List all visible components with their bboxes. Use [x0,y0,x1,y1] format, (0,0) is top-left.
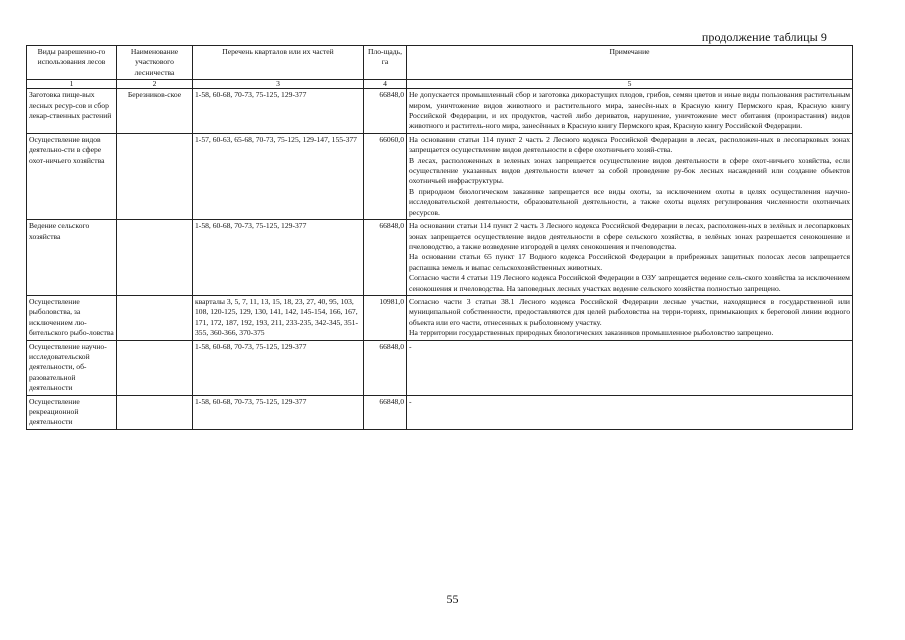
column-header-note: Примечание [407,46,853,80]
cell-note [407,133,853,219]
cell-forestry [117,133,193,219]
cell-use-type: Заготовка пище-вых лесных ресур-сов и сбор лекар-ственных растений [27,89,117,134]
table-row [27,220,853,296]
table-row [27,340,853,395]
cell-note [407,395,853,429]
page-number: 55 [446,592,459,606]
cell-note [407,295,853,340]
cell-note [407,340,853,395]
column-header-quarters: Перечень кварталов или их частей [193,46,364,80]
table-row [27,133,853,219]
note-paragraph: Не допускается промышленный сбор и заготовка дикорастущих плодов, грибов, семян цветов и иные виды пользования растительным миром, уничтожение видов животного и растительного мира, занесён-ных в Красную книгу Пермского края, Красную книгу Российской Федерации, и их продуктов, частей либо дериватов, нарушение, уничтожение мест обитания (произрастания) видов животного и раститель-ного мира, занесённых в Красную книгу Пермского края, Красную книгу Российской Федерации. [409,90,850,131]
note-paragraph: - [409,341,412,351]
column-number-row [27,80,853,89]
cell-quarters: 1-58, 60-68, 70-73, 75-125, 129-377 [193,395,364,429]
cell-area: 66060,0 [364,133,407,219]
cell-area: 66848,0 [364,89,407,134]
note-paragraph: На основании статьи 114 пункт 2 часть 3 Лесного кодекса Российской Федерации в лесах, расположен-ных в зелёных и лесопарковых зонах запрещается осуществление видов деятельности в сфере сельского хозяйства, в зелёных зонах разрешается сенокошение и пчеловодство, а также возведение изгородей в целях сенокошения и пчеловодства. [409,221,850,251]
cell-area: 66848,0 [364,395,407,429]
note-paragraph: - [409,396,412,406]
cell-note [407,89,853,134]
cell-use-type: Ведение сельского хозяйства [27,220,117,296]
forest-use-table [26,45,853,430]
cell-quarters: 1-58, 60-68, 70-73, 75-125, 129-377 [193,340,364,395]
note-paragraph: Согласно части 4 статьи 119 Лесного кодекса Российской Федерации в ОЗУ запрещается ведение сель-ского хозяйства за исключением сенокошения и пчеловодства. На заповедных лесных участках ведение сельского хозяйства полностью запрещено. [409,273,850,293]
cell-forestry [117,340,193,395]
cell-note [407,220,853,296]
cell-area: 66848,0 [364,220,407,296]
cell-use-type: Осуществление видов деятельно-сти в сфере охот-ничьего хозяйства [27,133,117,219]
cell-forestry: Березников-ское [117,89,193,134]
note-paragraph: На территории государственных природных биологических заказников промышленное рыболовство запрещено. [409,328,774,338]
column-number: 5 [407,80,853,89]
note-paragraph: В природном биологическом заказнике запрещается все виды охоты, за исключением охоты в целях осуществления научно-исследовательской деятельности, образовательной деятельности, а также охоты вцелях регулирования численности охотничьих ресурсов. [409,186,850,217]
note-paragraph: На основании статьи 114 пункт 2 часть 2 Лесного кодекса Российской Федерации в лесах, расположен-ных в лесопарковых зонах запрещается осуществление видов деятельности в сфере охотничьего хозяй-ства. [409,134,850,155]
note-paragraph: Согласно части 3 статьи 38.1 Лесного кодекса Российской Федерации лесные участки, находящиеся в государственной или муниципальной собственности, предоставляются для целей рыболовства на терри-ториях, примыкающих к береговой линии водного объекта или его части, отнесенных к рыболовному участку. [409,296,850,327]
cell-quarters: кварталы 3, 5, 7, 11, 13, 15, 18, 23, 27, 40, 95, 103, 108, 120-125, 129, 130, 141, 142, 145-154, 166, 167, 171, 172, 187, 192, 193, 211, 233-235, 342-345, 351-355, 360-366, 370-375 [193,295,364,340]
cell-forestry [117,295,193,340]
cell-quarters: 1-58, 60-68, 70-73, 75-125, 129-377 [193,89,364,134]
cell-quarters: 1-58, 60-68, 70-73, 75-125, 129-377 [193,220,364,296]
table-continuation-label: продолжение таблицы 9 [701,30,827,44]
table-row [27,395,853,429]
table-body [27,89,853,430]
cell-use-type: Осуществление рекреационной деятельности [27,395,117,429]
column-number: 4 [364,80,407,89]
cell-area: 66848,0 [364,340,407,395]
table-row [27,89,853,134]
column-number: 1 [27,80,117,89]
column-header-area: Пло-щадь, га [364,46,407,80]
table-header-row [27,46,853,80]
cell-use-type: Осуществление научно-исследовательской деятельности, об-разовательной деятельности [27,340,117,395]
cell-forestry [117,220,193,296]
table-row [27,295,853,340]
cell-quarters: 1-57, 60-63, 65-68, 70-73, 75-125, 129-147, 155-377 [193,133,364,219]
cell-forestry [117,395,193,429]
column-header-forestry: Наименование участкового лесничества [117,46,193,80]
column-header-use: Виды разрешенно-го использования лесов [27,46,117,80]
cell-area: 10981,0 [364,295,407,340]
note-paragraph: В лесах, расположенных в зеленых зонах запрещается осуществление видов деятельности в сфере охот-ничьего хозяйства, если осуществление указанных видов деятельности влечет за собой проведение ру-бок лесных насаждений или создание объектов охотничьей инфраструктуры. [409,155,850,186]
column-number: 2 [117,80,193,89]
note-paragraph: На основании статьи 65 пункт 17 Водного кодекса Российской Федерации в прибрежных защитных полосах лесов запрещается распашка земель и выпас сельскохозяйственных животных. [409,252,850,272]
cell-use-type: Осуществление рыболовства, за исключением лю-бительского рыбо-ловства [27,295,117,340]
column-number: 3 [193,80,364,89]
